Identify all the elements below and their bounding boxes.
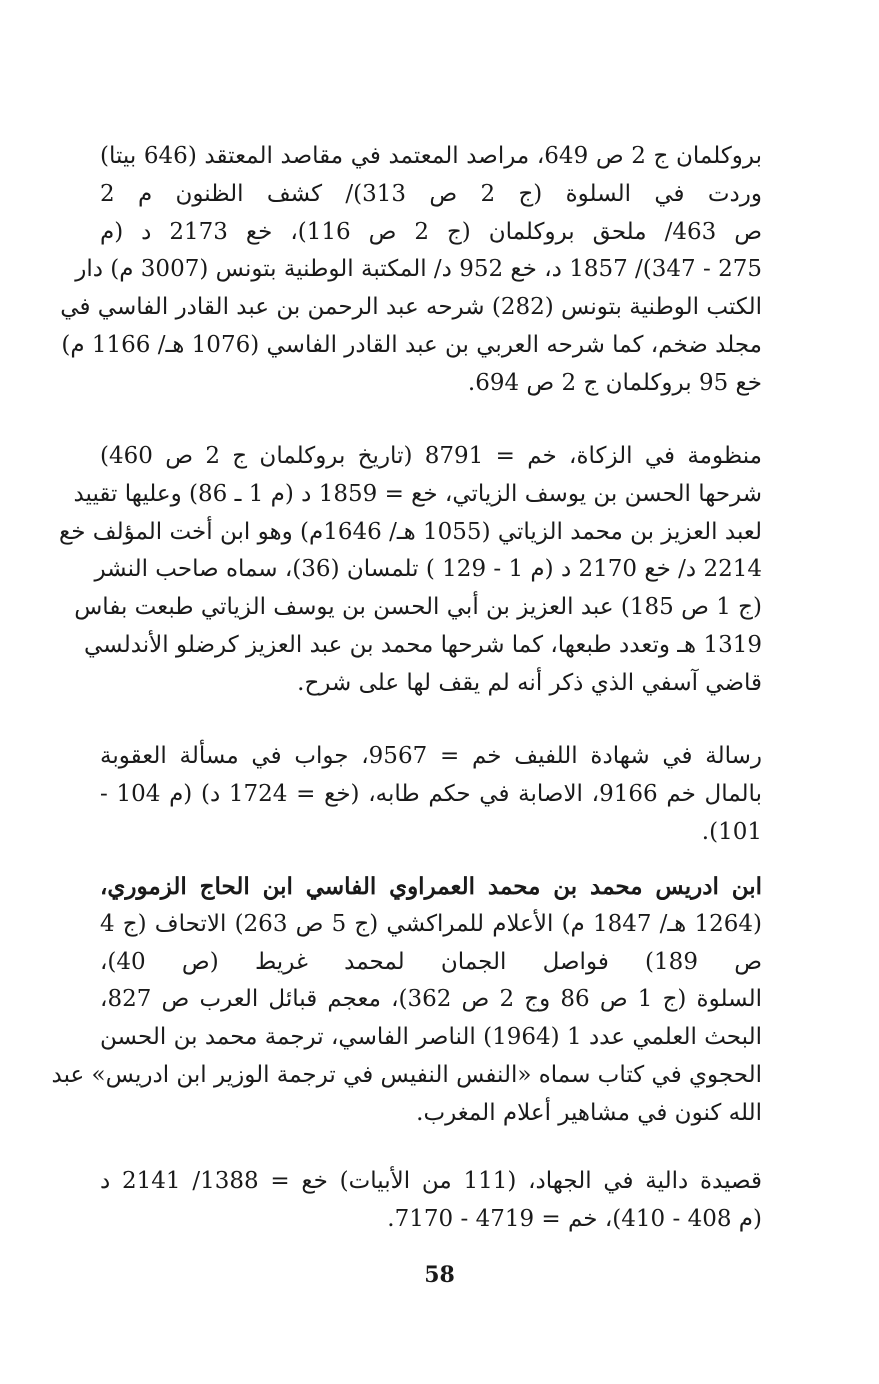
text-line: بالمال خم 9166، الاصابة في حكم طابه، (خع = 1724 د) (م 104 -: [100, 780, 762, 807]
entry-heading: ابن ادريس محمد بن محمد العمراوي الفاسي ابن الحاج الزموري،: [100, 873, 762, 900]
text-line: (ج 1 ص 185) عبد العزيز بن أبي الحسن بن يوسف الزياتي طبعت بفاس: [74, 594, 762, 621]
text-line: 275 - 347)/ 1857 د، خع 952 د/ المكتبة الوطنية بتونس (3007 م) دار: [75, 256, 762, 283]
text-line: ص 463/ ملحق بروكلمان (ج 2 ص 116)، خع 2173 د (م: [100, 218, 763, 245]
text-line: السلوة (ج 1 ص 86 وج 2 ص 362)، معجم قبائل العرب ص 827،: [100, 986, 763, 1013]
page-number: 58: [424, 1262, 455, 1288]
text-line: 2214 د/ خع 2170 د (م 1 - 129 ) تلمسان (36)، سماه صاحب النشر: [94, 556, 762, 583]
text-line: الحجوي في كتاب سماه «النفس النفيس في ترجمة الوزير ابن ادريس» عبد: [51, 1061, 762, 1088]
paragraph-2: [58, 438, 762, 703]
text-line: 101).: [701, 818, 762, 845]
text-line: (م 408 - 410)، خم = 4719 - 7170.: [387, 1205, 762, 1232]
paragraph-5: [100, 1163, 762, 1239]
text-line: خع 95 بروكلمان ج 2 ص 694.: [467, 369, 762, 396]
text-line: البحث العلمي عدد 1 (1964) الناصر الفاسي، ترجمة محمد بن الحسن: [100, 1024, 762, 1051]
text-line: ص 189) فواصل الجمان لمحمد غريط (ص 40)،: [100, 948, 763, 975]
text-line: منظومة في الزكاة، خم = 8791 (تاريخ بروكلمان ج 2 ص 460): [100, 443, 762, 469]
paragraph-3: [100, 738, 762, 851]
text-line: بروكلمان ج 2 ص 649، مراصد المعتمد في مقاصد المعتقد (646 بيتا): [100, 143, 762, 169]
text-line: 1319 هـ وتعدد طبعها، كما شرحها محمد بن عبد العزيز كرضلو الأندلسي: [84, 631, 762, 658]
text-line: رسالة في شهادة اللفيف خم = 9567، جواب في مسألة العقوبة: [100, 743, 762, 769]
text-line: مجلد ضخم، كما شرحه العربي بن عبد القادر الفاسي (1076 هـ/ 1166 م): [61, 331, 762, 358]
paragraph-1: [60, 138, 763, 403]
text-line: قصيدة دالية في الجهاد، (111 من الأبيات) خع = 1388/ 2141 د: [100, 1168, 762, 1194]
text-line: (1264 هـ/ 1847 م) الأعلام للمراكشي (ج 5 ص 263) الاتحاف (ج 4: [100, 910, 762, 937]
paragraph-4: [51, 868, 763, 1133]
text-line: شرحها الحسن بن يوسف الزياتي، خع = 1859 د (م 1 ـ 86) وعليها تقييد: [73, 480, 762, 507]
text-line: الكتب الوطنية بتونس (282) شرحه عبد الرحمن بن عبد القادر الفاسي في: [60, 294, 762, 321]
text-line: الله كنون في مشاهير أعلام المغرب.: [416, 1099, 762, 1126]
text-line: وردت في السلوة (ج 2 ص 313)/ كشف الظنون م 2: [100, 180, 762, 207]
text-line: لعبد العزيز بن محمد الزياتي (1055 هـ/ 1646م) وهو ابن أخت المؤلف خع: [58, 518, 762, 545]
text-line: قاضي آسفي الذي ذكر أنه لم يقف لها على شرح.: [297, 669, 762, 696]
